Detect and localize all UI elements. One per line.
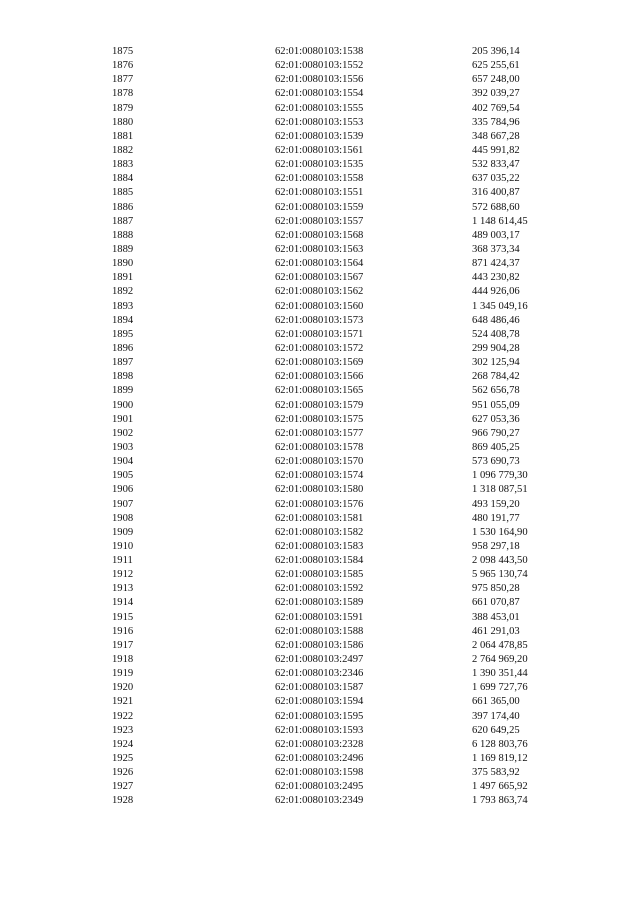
row-number: 1891 <box>112 272 134 284</box>
cadastral-value: 299 904,28 <box>472 342 520 354</box>
cadastral-number: 62:01:0080103:1563 <box>275 243 364 255</box>
cadastral-value: 1 096 779,30 <box>472 470 528 482</box>
cadastral-number: 62:01:0080103:1538 <box>275 46 364 57</box>
cadastral-number: 62:01:0080103:1595 <box>275 710 364 722</box>
row-number: 1890 <box>112 258 134 270</box>
cadastral-number: 62:01:0080103:1565 <box>275 385 364 397</box>
table-row <box>0 667 640 681</box>
row-number: 1884 <box>112 173 134 185</box>
cadastral-number: 62:01:0080103:1587 <box>275 682 364 694</box>
cadastral-number: 62:01:0080103:1562 <box>275 286 364 298</box>
cadastral-value: 1 390 351,44 <box>472 668 528 680</box>
cadastral-number: 62:01:0080103:1582 <box>275 526 364 538</box>
row-number: 1876 <box>112 60 134 72</box>
cadastral-value: 1 345 049,16 <box>472 300 528 312</box>
table-row <box>0 186 640 200</box>
cadastral-number: 62:01:0080103:1552 <box>275 60 364 72</box>
cadastral-number: 62:01:0080103:1559 <box>275 201 364 213</box>
cadastral-value: 1 148 614,45 <box>472 215 528 227</box>
row-number: 1895 <box>112 328 134 340</box>
cadastral-number: 62:01:0080103:1593 <box>275 724 364 736</box>
cadastral-number: 62:01:0080103:1570 <box>275 456 364 468</box>
cadastral-value: 975 850,28 <box>472 583 520 595</box>
table-row <box>0 285 640 299</box>
row-number: 1878 <box>112 88 134 100</box>
row-number: 1910 <box>112 540 134 552</box>
cadastral-value: 1 793 863,74 <box>472 795 528 807</box>
table-row <box>0 87 640 101</box>
cadastral-number: 62:01:0080103:1575 <box>275 413 364 425</box>
cadastral-number: 62:01:0080103:1551 <box>275 187 364 199</box>
cadastral-value: 205 396,14 <box>472 46 520 57</box>
cadastral-value: 532 833,47 <box>472 159 520 171</box>
cadastral-number: 62:01:0080103:1567 <box>275 272 364 284</box>
cadastral-value: 657 248,00 <box>472 74 520 86</box>
cadastral-value: 443 230,82 <box>472 272 520 284</box>
cadastral-value: 958 297,18 <box>472 540 520 552</box>
cadastral-value: 637 035,22 <box>472 173 520 185</box>
cadastral-value: 5 965 130,74 <box>472 569 528 581</box>
row-number: 1875 <box>112 46 134 57</box>
row-number: 1893 <box>112 300 134 312</box>
row-number: 1901 <box>112 413 134 425</box>
table-row <box>0 681 640 695</box>
cadastral-value: 625 255,61 <box>472 60 520 72</box>
cadastral-value: 1 169 819,12 <box>472 753 528 765</box>
row-number: 1906 <box>112 484 134 496</box>
row-number: 1904 <box>112 456 134 468</box>
cadastral-value: 620 649,25 <box>472 724 520 736</box>
cadastral-number: 62:01:0080103:1572 <box>275 342 364 354</box>
row-number: 1880 <box>112 116 134 128</box>
table-row <box>0 724 640 738</box>
cadastral-value: 1 497 665,92 <box>472 781 528 793</box>
row-number: 1913 <box>112 583 134 595</box>
row-number: 1909 <box>112 526 134 538</box>
cadastral-value: 480 191,77 <box>472 512 520 524</box>
table-row <box>0 498 640 512</box>
table-row <box>0 300 640 314</box>
cadastral-value: 392 039,27 <box>472 88 520 100</box>
table-row <box>0 384 640 398</box>
cadastral-value: 368 373,34 <box>472 243 520 255</box>
cadastral-number: 62:01:0080103:1564 <box>275 258 364 270</box>
table-row <box>0 243 640 257</box>
table-row <box>0 45 640 59</box>
cadastral-value: 461 291,03 <box>472 625 520 637</box>
table-row <box>0 568 640 582</box>
row-number: 1885 <box>112 187 134 199</box>
table-row <box>0 427 640 441</box>
cadastral-number: 62:01:0080103:1573 <box>275 314 364 326</box>
table-row <box>0 116 640 130</box>
table-row <box>0 695 640 709</box>
table-row <box>0 229 640 243</box>
table-row <box>0 780 640 794</box>
row-number: 1915 <box>112 611 134 623</box>
cadastral-value-table <box>0 45 640 809</box>
table-row <box>0 639 640 653</box>
cadastral-number: 62:01:0080103:1578 <box>275 441 364 453</box>
table-row <box>0 794 640 808</box>
cadastral-value: 1 318 087,51 <box>472 484 528 496</box>
cadastral-number: 62:01:0080103:1584 <box>275 555 364 567</box>
row-number: 1927 <box>112 781 134 793</box>
cadastral-value: 316 400,87 <box>472 187 520 199</box>
cadastral-value: 661 365,00 <box>472 696 520 708</box>
cadastral-value: 444 926,06 <box>472 286 520 298</box>
table-row <box>0 356 640 370</box>
table-row <box>0 625 640 639</box>
cadastral-number: 62:01:0080103:1561 <box>275 144 364 156</box>
cadastral-value: 2 764 969,20 <box>472 654 528 666</box>
cadastral-number: 62:01:0080103:1586 <box>275 639 364 651</box>
cadastral-value: 388 453,01 <box>472 611 520 623</box>
row-number: 1908 <box>112 512 134 524</box>
row-number: 1900 <box>112 399 134 411</box>
table-row <box>0 512 640 526</box>
cadastral-number: 62:01:0080103:1568 <box>275 229 364 241</box>
table-row <box>0 144 640 158</box>
cadastral-number: 62:01:0080103:1598 <box>275 767 364 779</box>
cadastral-value: 2 064 478,85 <box>472 639 528 651</box>
table-row <box>0 455 640 469</box>
cadastral-value: 445 991,82 <box>472 144 520 156</box>
cadastral-number: 62:01:0080103:1574 <box>275 470 364 482</box>
cadastral-number: 62:01:0080103:1591 <box>275 611 364 623</box>
row-number: 1902 <box>112 427 134 439</box>
table-row <box>0 328 640 342</box>
table-row <box>0 483 640 497</box>
row-number: 1920 <box>112 682 134 694</box>
cadastral-value: 2 098 443,50 <box>472 555 528 567</box>
cadastral-number: 62:01:0080103:1539 <box>275 130 364 142</box>
table-row <box>0 399 640 413</box>
table-row <box>0 596 640 610</box>
row-number: 1886 <box>112 201 134 213</box>
row-number: 1914 <box>112 597 134 609</box>
table-row <box>0 653 640 667</box>
row-number: 1887 <box>112 215 134 227</box>
cadastral-number: 62:01:0080103:1581 <box>275 512 364 524</box>
row-number: 1897 <box>112 357 134 369</box>
table-row <box>0 172 640 186</box>
row-number: 1917 <box>112 639 134 651</box>
cadastral-value: 648 486,46 <box>472 314 520 326</box>
row-number: 1877 <box>112 74 134 86</box>
cadastral-number: 62:01:0080103:1569 <box>275 357 364 369</box>
cadastral-value: 627 053,36 <box>472 413 520 425</box>
row-number: 1925 <box>112 753 134 765</box>
row-number: 1896 <box>112 342 134 354</box>
cadastral-value: 375 583,92 <box>472 767 520 779</box>
cadastral-value: 562 656,78 <box>472 385 520 397</box>
row-number: 1926 <box>112 767 134 779</box>
cadastral-number: 62:01:0080103:1589 <box>275 597 364 609</box>
cadastral-value: 1 699 727,76 <box>472 682 528 694</box>
cadastral-number: 62:01:0080103:1583 <box>275 540 364 552</box>
cadastral-number: 62:01:0080103:1592 <box>275 583 364 595</box>
cadastral-value: 572 688,60 <box>472 201 520 213</box>
cadastral-number: 62:01:0080103:1588 <box>275 625 364 637</box>
cadastral-number: 62:01:0080103:1554 <box>275 88 364 100</box>
cadastral-number: 62:01:0080103:2328 <box>275 738 364 750</box>
table-row <box>0 59 640 73</box>
cadastral-value: 524 408,78 <box>472 328 520 340</box>
row-number: 1882 <box>112 144 134 156</box>
row-number: 1928 <box>112 795 134 807</box>
table-row <box>0 582 640 596</box>
row-number: 1879 <box>112 102 134 114</box>
cadastral-value: 268 784,42 <box>472 371 520 383</box>
row-number: 1903 <box>112 441 134 453</box>
cadastral-number: 62:01:0080103:2346 <box>275 668 364 680</box>
row-number: 1916 <box>112 625 134 637</box>
cadastral-value: 302 125,94 <box>472 357 520 369</box>
cadastral-value: 869 405,25 <box>472 441 520 453</box>
cadastral-number: 62:01:0080103:1560 <box>275 300 364 312</box>
cadastral-number: 62:01:0080103:2495 <box>275 781 364 793</box>
table-row <box>0 158 640 172</box>
cadastral-number: 62:01:0080103:1556 <box>275 74 364 86</box>
table-row <box>0 271 640 285</box>
table-row <box>0 130 640 144</box>
row-number: 1918 <box>112 654 134 666</box>
row-number: 1889 <box>112 243 134 255</box>
cadastral-number: 62:01:0080103:1580 <box>275 484 364 496</box>
row-number: 1924 <box>112 738 134 750</box>
table-row <box>0 766 640 780</box>
cadastral-number: 62:01:0080103:1585 <box>275 569 364 581</box>
cadastral-number: 62:01:0080103:1557 <box>275 215 364 227</box>
table-row <box>0 710 640 724</box>
table-row <box>0 469 640 483</box>
cadastral-value: 573 690,73 <box>472 456 520 468</box>
cadastral-number: 62:01:0080103:1555 <box>275 102 364 114</box>
cadastral-number: 62:01:0080103:1571 <box>275 328 364 340</box>
table-row <box>0 752 640 766</box>
row-number: 1911 <box>112 555 133 567</box>
cadastral-number: 62:01:0080103:1558 <box>275 173 364 185</box>
cadastral-value: 6 128 803,76 <box>472 738 528 750</box>
table-row <box>0 540 640 554</box>
cadastral-number: 62:01:0080103:1566 <box>275 371 364 383</box>
table-row <box>0 215 640 229</box>
row-number: 1919 <box>112 668 134 680</box>
row-number: 1922 <box>112 710 134 722</box>
cadastral-value: 951 055,09 <box>472 399 520 411</box>
table-row <box>0 611 640 625</box>
row-number: 1921 <box>112 696 134 708</box>
table-row <box>0 342 640 356</box>
row-number: 1898 <box>112 371 134 383</box>
table-row <box>0 738 640 752</box>
cadastral-value: 661 070,87 <box>472 597 520 609</box>
row-number: 1905 <box>112 470 134 482</box>
table-row <box>0 413 640 427</box>
table-row <box>0 73 640 87</box>
cadastral-number: 62:01:0080103:2496 <box>275 753 364 765</box>
cadastral-number: 62:01:0080103:1579 <box>275 399 364 411</box>
row-number: 1881 <box>112 130 134 142</box>
cadastral-value: 348 667,28 <box>472 130 520 142</box>
cadastral-number: 62:01:0080103:1594 <box>275 696 364 708</box>
table-row <box>0 526 640 540</box>
cadastral-value: 871 424,37 <box>472 258 520 270</box>
cadastral-number: 62:01:0080103:2349 <box>275 795 364 807</box>
row-number: 1907 <box>112 498 134 510</box>
row-number: 1923 <box>112 724 134 736</box>
cadastral-value: 397 174,40 <box>472 710 520 722</box>
row-number: 1883 <box>112 159 134 171</box>
table-row <box>0 102 640 116</box>
cadastral-number: 62:01:0080103:1576 <box>275 498 364 510</box>
row-number: 1894 <box>112 314 134 326</box>
table-row <box>0 314 640 328</box>
cadastral-number: 62:01:0080103:1577 <box>275 427 364 439</box>
row-number: 1912 <box>112 569 134 581</box>
row-number: 1899 <box>112 385 134 397</box>
table-row <box>0 554 640 568</box>
table-row <box>0 370 640 384</box>
cadastral-value: 489 003,17 <box>472 229 520 241</box>
cadastral-value: 1 530 164,90 <box>472 526 528 538</box>
cadastral-value: 493 159,20 <box>472 498 520 510</box>
cadastral-value: 335 784,96 <box>472 116 520 128</box>
table-row <box>0 257 640 271</box>
cadastral-number: 62:01:0080103:2497 <box>275 654 364 666</box>
table-row <box>0 441 640 455</box>
cadastral-number: 62:01:0080103:1535 <box>275 159 364 171</box>
table-row <box>0 201 640 215</box>
cadastral-number: 62:01:0080103:1553 <box>275 116 364 128</box>
row-number: 1888 <box>112 229 134 241</box>
cadastral-value: 966 790,27 <box>472 427 520 439</box>
cadastral-value: 402 769,54 <box>472 102 520 114</box>
row-number: 1892 <box>112 286 134 298</box>
